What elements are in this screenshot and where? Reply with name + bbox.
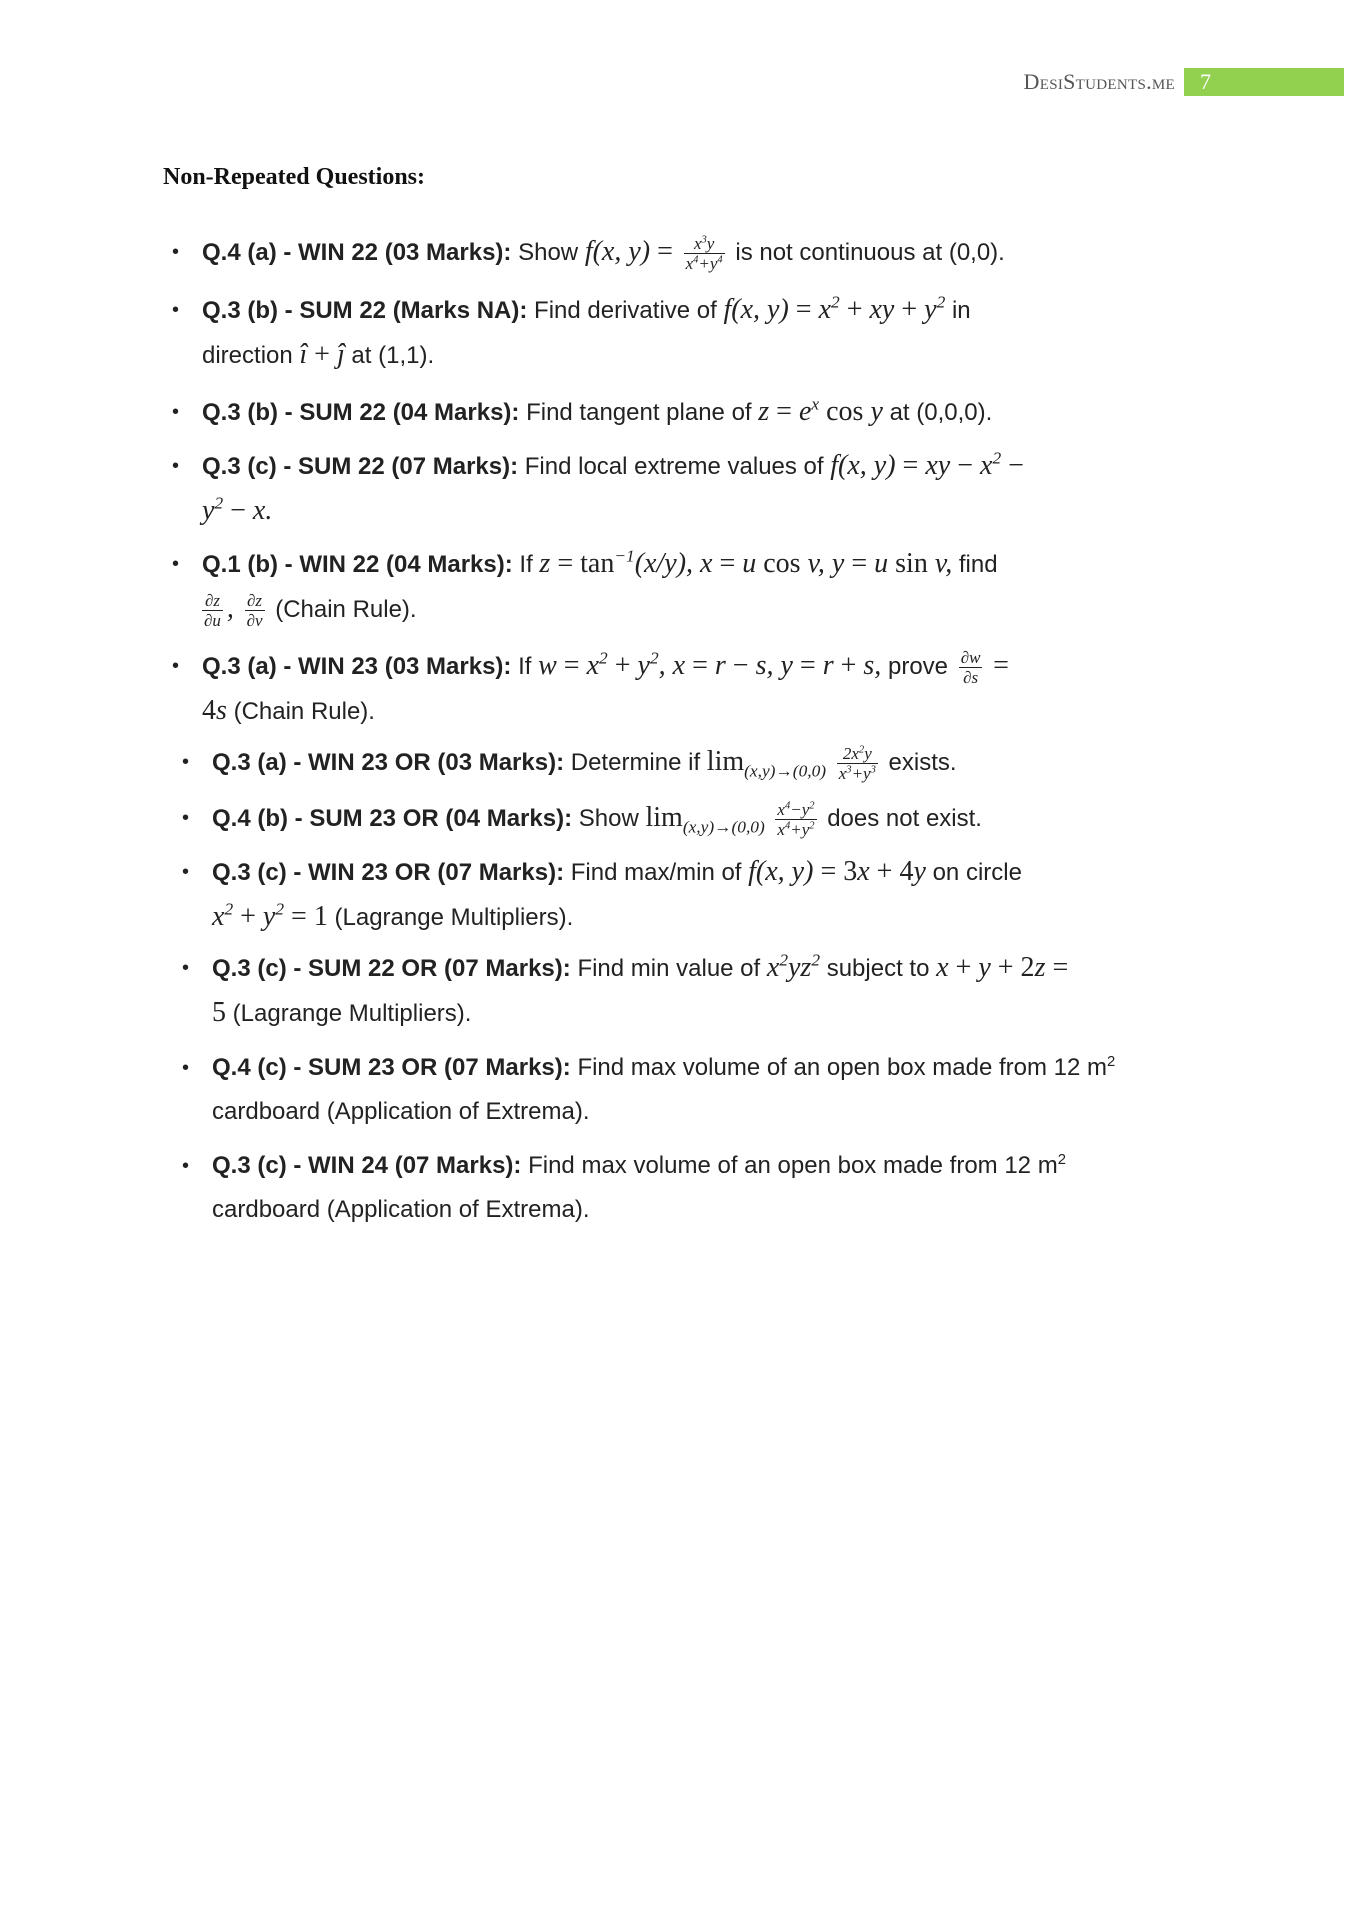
question-text: Determine if bbox=[570, 749, 701, 776]
question-text: on circle bbox=[932, 859, 1022, 886]
math-expression: x + y + 2z = bbox=[936, 952, 1069, 983]
question-text: exists. bbox=[888, 749, 957, 776]
math-fraction: $\frac{\partial w}{\partial s}$ bbox=[960, 648, 981, 688]
math-expression: 5 bbox=[212, 997, 226, 1028]
bullet-icon: • bbox=[172, 553, 180, 575]
math-expression: $z = \tan^{-1}(x/y)$, x = u cos v, y = u sin v, bbox=[539, 546, 953, 579]
question-label: Q.3 (b) - SUM 22 (Marks NA): bbox=[202, 297, 528, 324]
page-number: 7 bbox=[1184, 68, 1344, 96]
math-expression: f(x, y) = xy − $x^2$ − bbox=[830, 448, 1024, 481]
math-fraction: $\frac{x^4-y^2}{x^4+y^2}$ bbox=[777, 800, 815, 840]
bullet-icon: • bbox=[172, 455, 180, 477]
bullet-icon: • bbox=[182, 861, 190, 883]
question-item bbox=[172, 444, 1142, 534]
bullet-icon: • bbox=[172, 655, 180, 677]
question-text: Show bbox=[578, 805, 639, 832]
question-text: Find max/min of bbox=[570, 859, 742, 886]
question-text: (Lagrange Multipliers). bbox=[232, 1000, 472, 1027]
question-text: at (1,1). bbox=[351, 342, 435, 369]
question-label: Q.4 (a) - WIN 22 (03 Marks): bbox=[202, 239, 512, 266]
bullet-icon: • bbox=[172, 241, 180, 263]
question-item bbox=[172, 390, 993, 435]
question-label: Q.3 (c) - SUM 22 OR (07 Marks): bbox=[212, 955, 571, 982]
superscript: 2 bbox=[1107, 1054, 1116, 1070]
question-text: in bbox=[951, 297, 971, 324]
question-text: Find min value of bbox=[577, 955, 761, 982]
question-item: • Q.3 (a) - WIN 23 (03 Marks): If $w = x^2 + y^2$, x = r − s, y = r + s, prove $\frac{\partial w}{\partial s}$ = 4s (Chain Rule). bbox=[202, 644, 1162, 734]
question-text: is not continuous at (0,0). bbox=[735, 239, 1005, 266]
question-item bbox=[182, 850, 1152, 940]
bullet-icon: • bbox=[182, 957, 190, 979]
math-expression: $\lim_{(x,y)\to(0,0)}$ bbox=[645, 802, 765, 837]
question-label: Q.3 (c) - WIN 23 OR (07 Marks): bbox=[212, 859, 565, 886]
question-item: • Q.1 (b) - WIN 22 (04 Marks): If $z = \tan^{-1}(x/y)$, x = u cos v, y = u sin v, find $\frac{\partial z}{\partial u}$ , $\frac{\partial z}{\partial v}$ (Chain Rule). bbox=[202, 542, 1142, 632]
site-name: DesiStudents.me bbox=[1023, 69, 1175, 94]
question-text: Show bbox=[518, 239, 579, 266]
question-text: (Chain Rule). bbox=[275, 596, 417, 623]
question-label: Q.3 (c) - SUM 22 (07 Marks): bbox=[202, 453, 519, 480]
math-fraction: $\frac{\partial z}{\partial v}$ bbox=[246, 591, 263, 631]
math-expression: î + ĵ bbox=[299, 339, 345, 370]
math-expression: $z = e^x$ cos y bbox=[758, 394, 883, 427]
question-text: Find tangent plane of bbox=[526, 399, 752, 426]
question-text: at (0,0,0). bbox=[889, 399, 993, 426]
question-text: Find derivative of bbox=[534, 297, 717, 324]
question-text: cardboard (Application of Extrema). bbox=[212, 1196, 590, 1223]
question-text: (Lagrange Multipliers). bbox=[334, 904, 574, 931]
bullet-icon: • bbox=[182, 1155, 190, 1177]
question-label: Q.1 (b) - WIN 22 (04 Marks): bbox=[202, 551, 513, 578]
question-item bbox=[172, 230, 1005, 275]
math-expression: $x^2 + y^2 = 1$ bbox=[212, 899, 328, 932]
question-item bbox=[182, 1144, 1172, 1232]
question-text: Find max volume of an open box made from 12 m bbox=[528, 1152, 1058, 1179]
math-expression: $x^2yz^2$ bbox=[766, 950, 821, 983]
bullet-icon: • bbox=[182, 751, 190, 773]
question-text: does not exist. bbox=[827, 805, 982, 832]
math-expression: $\lim_{(x,y)\to(0,0)}$ bbox=[706, 746, 827, 781]
question-text: Find local extreme values of bbox=[524, 453, 824, 480]
question-text: subject to bbox=[826, 955, 930, 982]
page-header bbox=[0, 68, 1358, 96]
question-item bbox=[182, 796, 982, 841]
question-text: find bbox=[958, 551, 998, 578]
question-item bbox=[172, 288, 1142, 378]
question-label: Q.4 (c) - SUM 23 OR (07 Marks): bbox=[212, 1054, 571, 1081]
math-expression: 4s bbox=[202, 695, 227, 726]
question-text: cardboard (Application of Extrema). bbox=[212, 1098, 590, 1125]
bullet-icon: • bbox=[182, 807, 190, 829]
section-title: Non-Repeated Questions: bbox=[163, 164, 425, 190]
math-expression: $w = x^2 + y^2$, x = r − s, y = r + s, bbox=[538, 648, 882, 681]
question-text: prove bbox=[887, 653, 949, 680]
math-expression: f(x, y) = bbox=[584, 236, 673, 267]
math-fraction: $\frac{\partial z}{\partial u}$ bbox=[204, 591, 221, 631]
math-fraction: $\frac{x^3y}{x^4+y^4}$ bbox=[685, 234, 723, 274]
question-text: Find max volume of an open box made from 12 m bbox=[577, 1054, 1108, 1081]
superscript: 2 bbox=[1057, 1152, 1066, 1168]
math-expression: f(x, y) = 3x + 4y bbox=[748, 856, 926, 887]
math-expression: f(x, $y) = x^2$ + xy + $y^2$ bbox=[723, 292, 946, 325]
question-item bbox=[182, 740, 957, 785]
question-text: (Chain Rule). bbox=[233, 698, 375, 725]
math-fraction: $\frac{2x^2y}{x^3+y^3}$ bbox=[838, 744, 876, 784]
question-item bbox=[182, 1046, 1172, 1134]
math-expression: $y^2 - x$. bbox=[202, 493, 273, 526]
question-label: Q.3 (c) - WIN 24 (07 Marks): bbox=[212, 1152, 522, 1179]
question-item bbox=[182, 946, 1152, 1036]
question-text: direction bbox=[202, 342, 293, 369]
question-label: Q.4 (b) - SUM 23 OR (04 Marks): bbox=[212, 805, 573, 832]
question-label: Q.3 (b) - SUM 22 (04 Marks): bbox=[202, 399, 520, 426]
question-label: Q.3 (a) - WIN 23 (03 Marks): bbox=[202, 653, 512, 680]
question-text: If bbox=[519, 551, 533, 578]
bullet-icon: • bbox=[182, 1057, 190, 1079]
bullet-icon: • bbox=[172, 299, 180, 321]
question-label: Q.3 (a) - WIN 23 OR (03 Marks): bbox=[212, 749, 565, 776]
question-text: If bbox=[518, 653, 532, 680]
bullet-icon: • bbox=[172, 401, 180, 423]
